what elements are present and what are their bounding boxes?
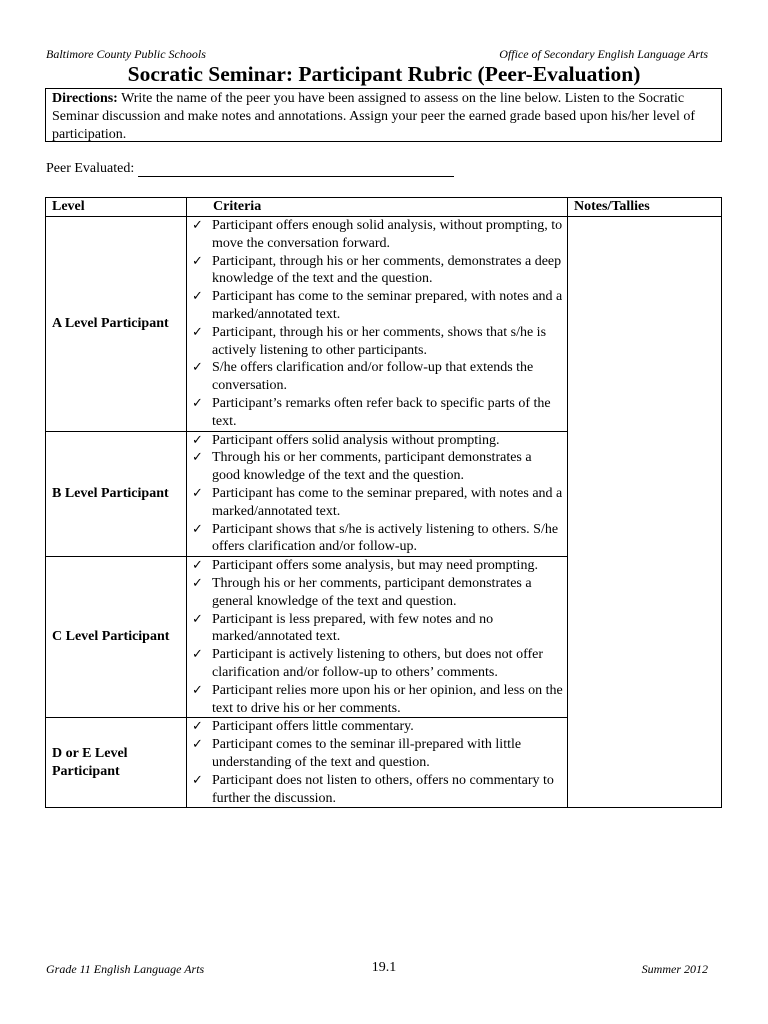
criteria-cell [187, 557, 568, 718]
criterion-text: Participant offers enough solid analysis, without prompting, to move the conversation forward. [212, 218, 563, 251]
checkmark-icon: ✓ [192, 218, 203, 233]
level-cell: B Level Participant [46, 431, 187, 557]
criterion-item [187, 432, 567, 450]
header-level: Level [46, 198, 187, 217]
criteria-list [187, 557, 567, 717]
criterion-text: Participant, through his or her comments, shows that s/he is actively listening to other participants. [212, 324, 547, 358]
peer-evaluated-line [46, 161, 454, 177]
criterion-text: Participant, through his or her comments, demonstrates a deep knowledge of the text and the question. [212, 253, 562, 287]
criterion-text: Participant comes to the seminar ill-prepared with little understanding of the text and question. [212, 737, 522, 770]
checkmark-icon: ✓ [192, 521, 203, 537]
checkmark-icon: ✓ [192, 485, 203, 501]
criterion-text: Participant’s remarks often refer back to specific parts of the text. [212, 395, 551, 429]
directions-box [45, 88, 722, 142]
checkmark-icon: ✓ [192, 772, 203, 788]
checkmark-icon: ✓ [192, 360, 203, 376]
criterion-item [187, 288, 567, 324]
checkmark-icon: ✓ [192, 611, 203, 627]
criterion-item [187, 557, 567, 575]
criterion-item [187, 575, 567, 611]
checkmark-icon: ✓ [192, 737, 203, 753]
criterion-item [187, 395, 567, 431]
header-notes: Notes/Tallies [568, 198, 722, 217]
criterion-item [187, 449, 567, 485]
checkmark-icon: ✓ [192, 719, 203, 735]
criterion-text: Participant has come to the seminar prepared, with notes and a marked/annotated text. [212, 485, 563, 519]
level-cell: C Level Participant [46, 557, 187, 718]
criteria-cell [187, 431, 568, 557]
header-district: Baltimore County Public Schools [46, 47, 206, 61]
directions-text: Write the name of the peer you have been assigned to assess on the line below. Listen to the Socratic Seminar discussion and make notes and annotations. Assign your peer the earned grade based upon his/her level of participation. [52, 91, 696, 142]
level-cell: A Level Participant [46, 217, 187, 432]
header-office: Office of Secondary English Language Arts [499, 47, 708, 61]
footer-page-number: 19.1 [371, 960, 397, 975]
notes-tallies-cell[interactable] [568, 217, 722, 808]
criteria-cell [187, 718, 568, 808]
criterion-text: Participant offers solid analysis without prompting. [212, 432, 500, 448]
checkmark-icon: ✓ [192, 647, 203, 663]
criterion-item [187, 772, 567, 808]
criterion-item [187, 485, 567, 521]
criterion-item [187, 217, 567, 253]
criterion-text: Participant shows that s/he is actively listening to others. S/he offers clarification and/or follow-up. [212, 521, 559, 555]
checkmark-icon: ✓ [192, 682, 203, 698]
checkmark-icon: ✓ [192, 575, 203, 591]
peer-name-blank[interactable] [138, 162, 454, 177]
criterion-text: Participant is actively listening to others, but does not offer clarification and/or follow-up to others’ comments. [212, 647, 544, 680]
checkmark-icon: ✓ [192, 395, 203, 411]
criteria-cell [187, 217, 568, 432]
criterion-item [187, 359, 567, 395]
criterion-item [187, 718, 567, 736]
table-row [46, 217, 722, 432]
footer-term: Summer 2012 [641, 962, 708, 976]
criterion-item [187, 682, 567, 718]
checkmark-icon: ✓ [192, 289, 203, 305]
criterion-item [187, 611, 567, 647]
criterion-item [187, 736, 567, 772]
checkmark-icon: ✓ [192, 324, 203, 340]
checkmark-icon: ✓ [192, 450, 203, 466]
criteria-list [187, 217, 567, 431]
criteria-list [187, 432, 567, 557]
criterion-text: Participant offers some analysis, but may need prompting. [212, 558, 538, 574]
checkmark-icon: ✓ [192, 253, 203, 269]
checkmark-icon: ✓ [192, 432, 203, 448]
criterion-text: Participant is less prepared, with few notes and no marked/annotated text. [212, 611, 494, 645]
level-cell: D or E Level Participant [46, 718, 187, 808]
rubric-body [46, 217, 722, 808]
rubric-header-row [46, 198, 722, 217]
rubric-table [45, 197, 722, 808]
criterion-item [187, 324, 567, 360]
directions-label: Directions: [52, 91, 118, 106]
criterion-text: Through his or her comments, participant demonstrates a good knowledge of the text and the question. [212, 450, 532, 484]
criterion-text: Through his or her comments, participant demonstrates a general knowledge of the text and question. [212, 575, 532, 609]
footer-course: Grade 11 English Language Arts [46, 962, 205, 976]
header-criteria: Criteria [187, 198, 568, 217]
page-title: Socratic Seminar: Participant Rubric (Peer-Evaluation) [127, 62, 641, 86]
criterion-item [187, 646, 567, 682]
criterion-text: Participant has come to the seminar prepared, with notes and a marked/annotated text. [212, 289, 563, 322]
criterion-item [187, 521, 567, 557]
criterion-text: Participant offers little commentary. [212, 719, 414, 735]
criterion-text: S/he offers clarification and/or follow-up that extends the conversation. [212, 360, 534, 394]
peer-evaluated-label: Peer Evaluated: [46, 161, 135, 176]
criterion-text: Participant relies more upon his or her opinion, and less on the text to drive his or her comments. [212, 682, 563, 716]
criteria-list [187, 718, 567, 807]
criterion-text: Participant does not listen to others, offers no commentary to further the discussion. [212, 772, 554, 806]
checkmark-icon: ✓ [192, 558, 203, 574]
criterion-item [187, 253, 567, 289]
